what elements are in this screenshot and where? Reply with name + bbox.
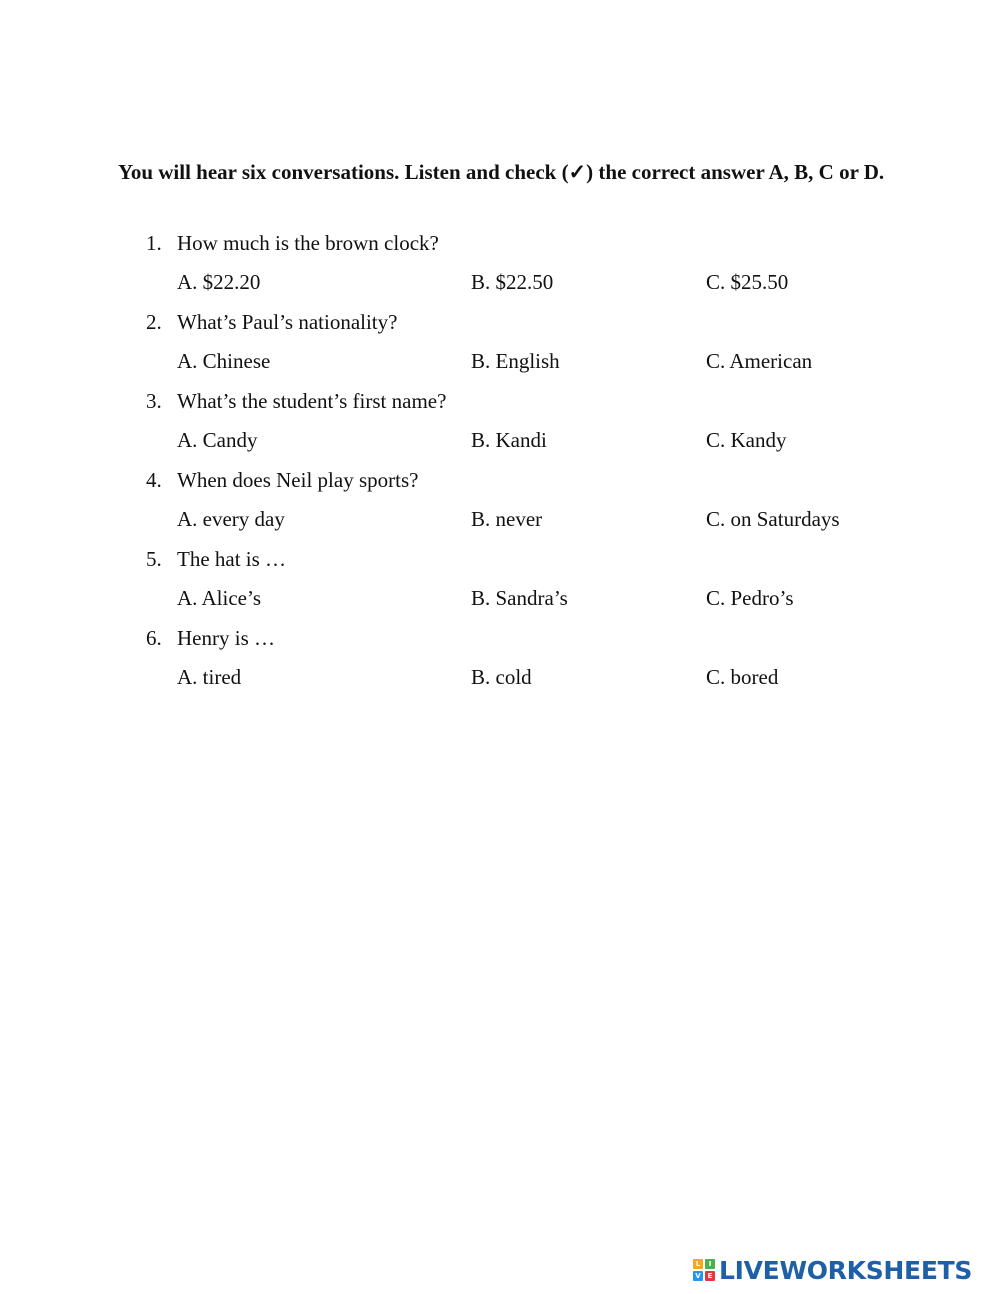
question-number: 3. (146, 389, 162, 413)
q6-option-a[interactable]: A. tired (177, 665, 242, 689)
liveworksheets-logo (693, 1255, 972, 1285)
question-text: What’s the student’s first name? (177, 389, 447, 413)
q3-option-b[interactable]: B. Kandi (471, 428, 547, 452)
question-text: How much is the brown clock? (177, 231, 439, 255)
question-4 (146, 467, 418, 493)
q3-option-c[interactable]: C. Kandy (706, 428, 787, 452)
q2-option-c[interactable]: C. American (706, 349, 813, 373)
q3-option-a[interactable]: A. Candy (177, 428, 258, 452)
q4-option-c[interactable]: C. on Saturdays (706, 507, 840, 531)
question-number: 1. (146, 231, 162, 255)
question-number: 5. (146, 547, 162, 571)
question-text: The hat is … (177, 547, 287, 571)
q4-option-b[interactable]: B. never (471, 507, 543, 531)
q1-option-c[interactable]: C. $25.50 (706, 270, 789, 294)
q4-option-a[interactable]: A. every day (177, 507, 285, 531)
instructions-text: You will hear six conversations. Listen and check (✓) the correct answer A, B, C or D. (118, 160, 885, 184)
question-6 (146, 625, 275, 651)
question-text: What’s Paul’s nationality? (177, 310, 398, 334)
logo-grid-icon (693, 1259, 715, 1281)
question-2 (146, 309, 397, 335)
q5-option-b[interactable]: B. Sandra’s (471, 586, 568, 610)
q1-option-a[interactable]: A. $22.20 (177, 270, 261, 294)
question-5 (146, 546, 286, 572)
question-number: 2. (146, 310, 162, 334)
question-text: When does Neil play sports? (177, 468, 419, 492)
question-3 (146, 388, 446, 414)
question-number: 6. (146, 626, 162, 650)
q5-option-a[interactable]: A. Alice’s (177, 586, 261, 610)
logo-letter-i: I (705, 1259, 715, 1269)
question-text: Henry is … (177, 626, 275, 650)
q5-option-c[interactable]: C. Pedro’s (706, 586, 794, 610)
logo-letter-v: V (693, 1271, 703, 1281)
question-1 (146, 230, 439, 256)
q6-option-b[interactable]: B. cold (471, 665, 532, 689)
q1-option-b[interactable]: B. $22.50 (471, 270, 554, 294)
logo-letter-e: E (705, 1271, 715, 1281)
logo-letter-l: L (693, 1259, 703, 1269)
question-number: 4. (146, 468, 162, 492)
q2-option-b[interactable]: B. English (471, 349, 560, 373)
q6-option-c[interactable]: C. bored (706, 665, 779, 689)
logo-text: LIVEWORKSHEETS (719, 1255, 973, 1285)
q2-option-a[interactable]: A. Chinese (177, 349, 271, 373)
